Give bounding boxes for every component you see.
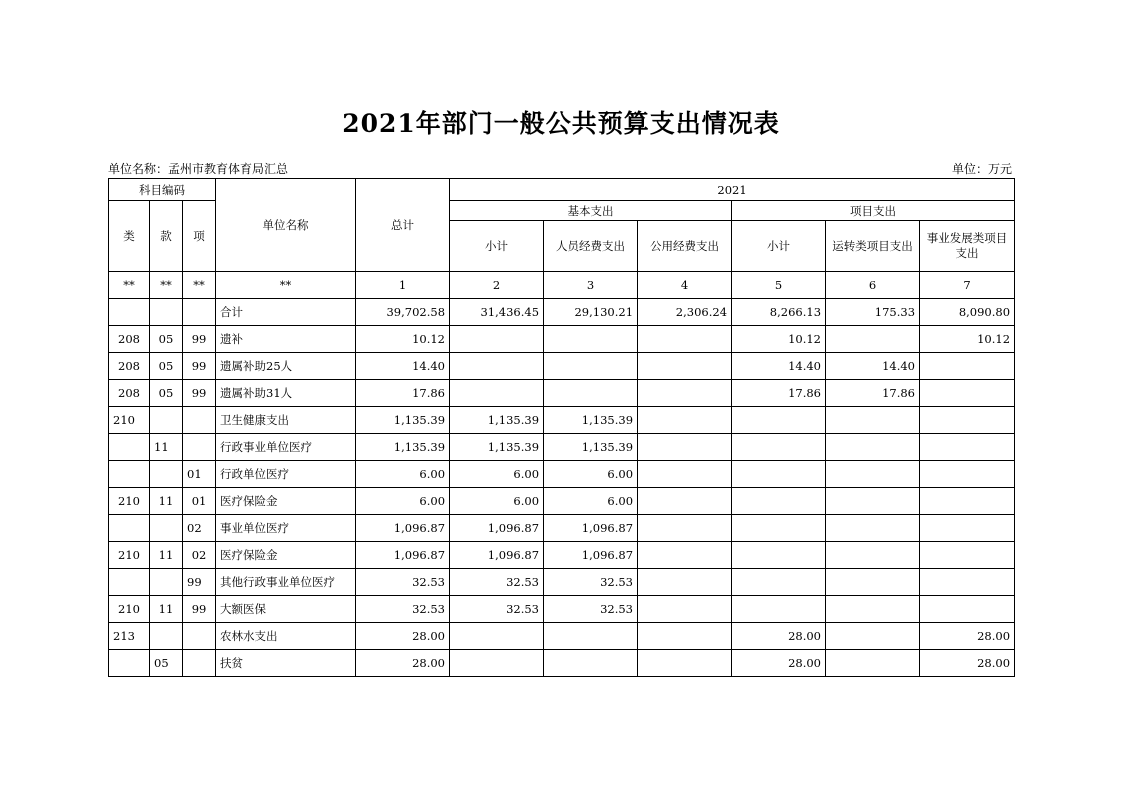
operation-cell — [826, 542, 920, 569]
code-xiang-cell: 99 — [183, 596, 216, 623]
header-public: 公用经费支出 — [638, 221, 732, 272]
unit-name-cell: 大额医保 — [216, 596, 356, 623]
code-lei-cell: 210 — [109, 542, 150, 569]
currency-unit-label: 单位：万元 — [951, 162, 1012, 176]
mark-cell: 6 — [826, 272, 920, 299]
operation-cell — [826, 488, 920, 515]
code-xiang-cell: 02 — [183, 515, 216, 542]
unit-name-cell: 遗属补助25人 — [216, 353, 356, 380]
code-kuan-cell — [150, 569, 183, 596]
code-kuan-cell — [150, 299, 183, 326]
unit-name-cell: 农林水支出 — [216, 623, 356, 650]
project-subtotal-cell — [732, 542, 826, 569]
code-xiang-cell — [183, 650, 216, 677]
budget-table — [108, 178, 1015, 677]
basic-subtotal-cell: 32.53 — [450, 596, 544, 623]
project-subtotal-cell: 8,266.13 — [732, 299, 826, 326]
header-xiang: 项 — [183, 201, 216, 272]
development-cell: 10.12 — [920, 326, 1015, 353]
public-cell — [638, 326, 732, 353]
code-kuan-cell — [150, 407, 183, 434]
table-row — [109, 461, 1015, 488]
project-subtotal-cell: 28.00 — [732, 623, 826, 650]
basic-subtotal-cell — [450, 353, 544, 380]
public-cell — [638, 515, 732, 542]
total-cell: 6.00 — [356, 461, 450, 488]
development-cell — [920, 353, 1015, 380]
mark-cell: ** — [109, 272, 150, 299]
header-project-expenditure: 项目支出 — [732, 201, 1015, 221]
total-cell: 1,096.87 — [356, 515, 450, 542]
development-cell — [920, 461, 1015, 488]
public-cell — [638, 542, 732, 569]
table-row — [109, 515, 1015, 542]
code-xiang-cell: 99 — [183, 353, 216, 380]
development-cell: 28.00 — [920, 623, 1015, 650]
code-lei-cell — [109, 299, 150, 326]
code-lei-cell — [109, 515, 150, 542]
personnel-cell — [544, 650, 638, 677]
development-cell — [920, 596, 1015, 623]
mark-cell: 7 — [920, 272, 1015, 299]
code-xiang-cell: 01 — [183, 461, 216, 488]
total-cell: 28.00 — [356, 623, 450, 650]
table-row — [109, 380, 1015, 407]
code-kuan-cell: 05 — [150, 380, 183, 407]
header-year: 2021 — [450, 179, 1015, 201]
table-row — [109, 407, 1015, 434]
project-subtotal-cell — [732, 407, 826, 434]
public-cell — [638, 569, 732, 596]
total-cell: 28.00 — [356, 650, 450, 677]
total-cell: 1,135.39 — [356, 407, 450, 434]
unit-name-cell: 合计 — [216, 299, 356, 326]
code-lei-cell: 208 — [109, 353, 150, 380]
basic-subtotal-cell — [450, 650, 544, 677]
code-xiang-cell — [183, 299, 216, 326]
project-subtotal-cell: 14.40 — [732, 353, 826, 380]
unit-name-cell: 遗属补助31人 — [216, 380, 356, 407]
table-row — [109, 596, 1015, 623]
header-development: 事业发展类项目支出 — [920, 221, 1015, 272]
project-subtotal-cell: 17.86 — [732, 380, 826, 407]
mark-cell: 3 — [544, 272, 638, 299]
operation-cell — [826, 623, 920, 650]
development-cell — [920, 515, 1015, 542]
public-cell — [638, 461, 732, 488]
operation-cell — [826, 434, 920, 461]
page-title: 2021年部门一般公共预算支出情况表 — [342, 109, 780, 138]
basic-subtotal-cell: 1,135.39 — [450, 434, 544, 461]
operation-cell: 14.40 — [826, 353, 920, 380]
basic-subtotal-cell: 1,096.87 — [450, 515, 544, 542]
public-cell — [638, 488, 732, 515]
personnel-cell — [544, 380, 638, 407]
public-cell — [638, 596, 732, 623]
basic-subtotal-cell: 6.00 — [450, 461, 544, 488]
personnel-cell: 6.00 — [544, 461, 638, 488]
personnel-cell — [544, 326, 638, 353]
code-lei-cell: 208 — [109, 380, 150, 407]
project-subtotal-cell: 10.12 — [732, 326, 826, 353]
personnel-cell: 1,135.39 — [544, 434, 638, 461]
table-header — [109, 179, 1015, 299]
unit-name-cell: 其他行政事业单位医疗 — [216, 569, 356, 596]
personnel-cell — [544, 623, 638, 650]
total-cell: 17.86 — [356, 380, 450, 407]
operation-cell — [826, 461, 920, 488]
basic-subtotal-cell — [450, 326, 544, 353]
public-cell — [638, 353, 732, 380]
table-row — [109, 353, 1015, 380]
code-xiang-cell: 02 — [183, 542, 216, 569]
header-basic-subtotal: 小计 — [450, 221, 544, 272]
table-body — [109, 299, 1015, 677]
basic-subtotal-cell: 6.00 — [450, 488, 544, 515]
code-kuan-cell: 05 — [150, 353, 183, 380]
total-cell: 10.12 — [356, 326, 450, 353]
project-subtotal-cell — [732, 569, 826, 596]
unit-name-cell: 卫生健康支出 — [216, 407, 356, 434]
code-kuan-cell — [150, 515, 183, 542]
project-subtotal-cell — [732, 434, 826, 461]
table-row — [109, 326, 1015, 353]
code-kuan-cell — [150, 461, 183, 488]
development-cell: 8,090.80 — [920, 299, 1015, 326]
header-total: 总计 — [356, 179, 450, 272]
project-subtotal-cell — [732, 596, 826, 623]
development-cell — [920, 407, 1015, 434]
public-cell — [638, 407, 732, 434]
project-subtotal-cell — [732, 488, 826, 515]
header-personnel: 人员经费支出 — [544, 221, 638, 272]
basic-subtotal-cell: 1,096.87 — [450, 542, 544, 569]
unit-name-cell: 事业单位医疗 — [216, 515, 356, 542]
code-kuan-cell: 11 — [150, 542, 183, 569]
mark-cell: 2 — [450, 272, 544, 299]
basic-subtotal-cell: 32.53 — [450, 569, 544, 596]
unit-name-cell: 遗补 — [216, 326, 356, 353]
operation-cell — [826, 569, 920, 596]
header-operation: 运转类项目支出 — [826, 221, 920, 272]
mark-cell: ** — [150, 272, 183, 299]
code-lei-cell — [109, 569, 150, 596]
table-row — [109, 623, 1015, 650]
code-xiang-cell: 99 — [183, 380, 216, 407]
project-subtotal-cell: 28.00 — [732, 650, 826, 677]
personnel-cell: 1,096.87 — [544, 515, 638, 542]
personnel-cell: 1,096.87 — [544, 542, 638, 569]
total-cell: 6.00 — [356, 488, 450, 515]
public-cell — [638, 380, 732, 407]
code-kuan-cell: 11 — [150, 596, 183, 623]
operation-cell — [826, 650, 920, 677]
development-cell — [920, 380, 1015, 407]
public-cell — [638, 623, 732, 650]
personnel-cell: 32.53 — [544, 596, 638, 623]
operation-cell: 17.86 — [826, 380, 920, 407]
unit-name-cell: 行政单位医疗 — [216, 461, 356, 488]
table-row — [109, 488, 1015, 515]
personnel-cell: 1,135.39 — [544, 407, 638, 434]
header-lei: 类 — [109, 201, 150, 272]
header-project-subtotal: 小计 — [732, 221, 826, 272]
code-kuan-cell: 05 — [150, 326, 183, 353]
header-unit-name: 单位名称 — [216, 179, 356, 272]
development-cell — [920, 569, 1015, 596]
operation-cell — [826, 515, 920, 542]
code-xiang-cell — [183, 623, 216, 650]
mark-cell: 1 — [356, 272, 450, 299]
total-cell: 32.53 — [356, 596, 450, 623]
code-lei-cell: 210 — [109, 488, 150, 515]
code-xiang-cell: 01 — [183, 488, 216, 515]
mark-cell: 4 — [638, 272, 732, 299]
operation-cell — [826, 326, 920, 353]
total-cell: 14.40 — [356, 353, 450, 380]
public-cell — [638, 650, 732, 677]
code-lei-cell: 208 — [109, 326, 150, 353]
code-lei-cell: 210 — [109, 407, 150, 434]
code-lei-cell: 213 — [109, 623, 150, 650]
header-marks-row — [109, 272, 1015, 299]
unit-name-cell: 医疗保险金 — [216, 488, 356, 515]
table-row — [109, 542, 1015, 569]
mark-cell: ** — [183, 272, 216, 299]
personnel-cell — [544, 353, 638, 380]
table-row — [109, 434, 1015, 461]
basic-subtotal-cell: 31,436.45 — [450, 299, 544, 326]
code-lei-cell — [109, 650, 150, 677]
code-lei-cell — [109, 461, 150, 488]
public-cell: 2,306.24 — [638, 299, 732, 326]
header-basic-expenditure: 基本支出 — [450, 201, 732, 221]
mark-cell: ** — [216, 272, 356, 299]
table-row — [109, 569, 1015, 596]
basic-subtotal-cell: 1,135.39 — [450, 407, 544, 434]
basic-subtotal-cell — [450, 623, 544, 650]
operation-cell — [826, 596, 920, 623]
code-kuan-cell — [150, 623, 183, 650]
code-xiang-cell — [183, 407, 216, 434]
operation-cell: 175.33 — [826, 299, 920, 326]
project-subtotal-cell — [732, 515, 826, 542]
personnel-cell: 6.00 — [544, 488, 638, 515]
operation-cell — [826, 407, 920, 434]
header-subject-code: 科目编码 — [109, 179, 216, 201]
total-cell: 1,135.39 — [356, 434, 450, 461]
unit-name-cell: 行政事业单位医疗 — [216, 434, 356, 461]
development-cell — [920, 488, 1015, 515]
public-cell — [638, 434, 732, 461]
total-cell: 39,702.58 — [356, 299, 450, 326]
code-lei-cell: 210 — [109, 596, 150, 623]
table-row — [109, 299, 1015, 326]
total-cell: 32.53 — [356, 569, 450, 596]
header-kuan: 款 — [150, 201, 183, 272]
mark-cell: 5 — [732, 272, 826, 299]
code-lei-cell — [109, 434, 150, 461]
code-kuan-cell: 05 — [150, 650, 183, 677]
code-kuan-cell: 11 — [150, 488, 183, 515]
table-row — [109, 650, 1015, 677]
personnel-cell: 32.53 — [544, 569, 638, 596]
total-cell: 1,096.87 — [356, 542, 450, 569]
development-cell: 28.00 — [920, 650, 1015, 677]
personnel-cell: 29,130.21 — [544, 299, 638, 326]
project-subtotal-cell — [732, 461, 826, 488]
basic-subtotal-cell — [450, 380, 544, 407]
unit-name-cell: 医疗保险金 — [216, 542, 356, 569]
development-cell — [920, 542, 1015, 569]
code-xiang-cell — [183, 434, 216, 461]
unit-name-label: 单位名称：孟州市教育体育局汇总 — [108, 162, 289, 176]
development-cell — [920, 434, 1015, 461]
unit-name-cell: 扶贫 — [216, 650, 356, 677]
code-xiang-cell: 99 — [183, 326, 216, 353]
code-kuan-cell: 11 — [150, 434, 183, 461]
code-xiang-cell: 99 — [183, 569, 216, 596]
